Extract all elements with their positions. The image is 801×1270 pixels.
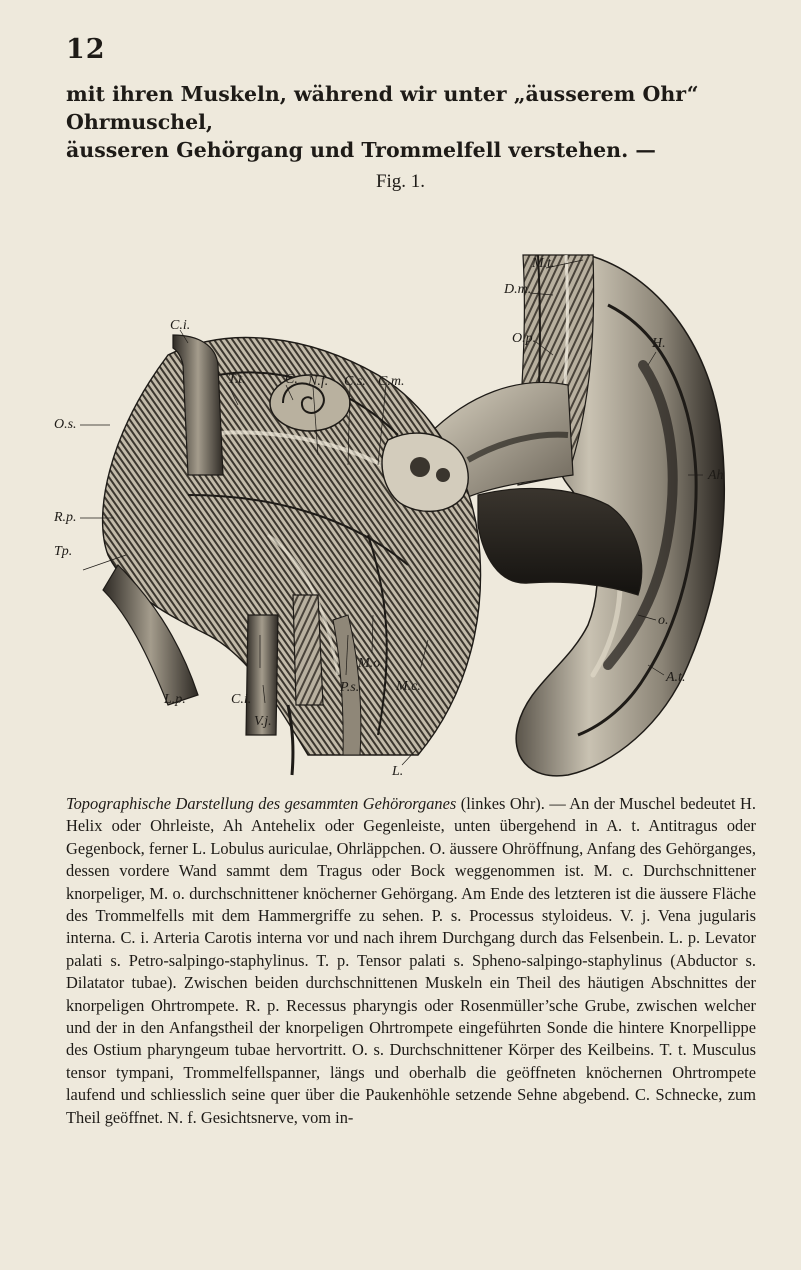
- label-ps: P.s.: [340, 680, 360, 695]
- label-ci-top: C.i.: [170, 318, 191, 333]
- caption-title: Topographische Darstellung des gesammten Gehörorganes: [66, 794, 457, 813]
- caption-body: (linkes Ohr). — An der Muschel bedeutet H. Helix oder Ohrleiste, Ah Antehelix oder Gegenleiste, unten übergehend in A. t. Antitragus oder Gegenbock, ferner L. Lobulus auriculae, Ohrläppchen. O. äussere Ohröffnung, Anfang des Gehörganges, dessen vordere Wand sammt dem Tragus oder Bock weggenommen ist. M. c. Durchschnittener knorpeliger, M. o. durchschnittener knöcherner Gehörgang. Am Ende des letzteren ist die äussere Fläche des Trommelfells mit dem Hammergriffe zu sehen. P. s. Processus styloideus. V. j. Vena jugularis interna. C. i. Arteria Carotis interna vor und nach ihrem Durchgang durch das Felsenbein. L. p. Levator palati s. Petro-salpingo-staphylinus. T. p. Tensor palati s. Spheno-salpingo-staphylinus (Abductor s. Dilatator tubae). Zwischen beiden durchschnittenen Muskeln ein Theil des häutigen Abschnittes der knorpeligen Ohrtrompete. R. p. Recessus pharyngis oder Rosenmüller’sche Grube, zwischen welcher und der in den Anfangstheil der knorpeligen Ohrtrompete eingeführten Sonde die hintere Knorpellippe des Ostium pharyngeum tubae hervortritt. O. s. Durchschnittener Körper des Keilbeins. T. t. Musculus tensor tympani, Trommelfellspanner, längs und oberhalb die geöffneten knöchernen Ohrtrompete laufend und schliesslich seine quer über die Paukenhöhle setzende Sehne abgebend. C. Schnecke, zum Theil geöffnet. N. f. Gesichtsnerve, vom in-: [66, 794, 756, 1127]
- label-cs: C.s.: [344, 374, 366, 389]
- label-c: C.: [285, 372, 298, 387]
- label-tt: T.t.: [228, 372, 246, 387]
- label-ah: Ah: [708, 468, 724, 483]
- label-op: O.p.: [512, 331, 537, 346]
- label-os: O.s.: [54, 417, 77, 432]
- label-l: L.: [392, 764, 404, 779]
- label-rp: R.p.: [54, 510, 77, 525]
- label-nf: N.f.: [308, 374, 329, 389]
- label-lp: L.p.: [164, 692, 186, 707]
- label-mo: M.o.: [358, 656, 384, 671]
- label-at: A.t.: [666, 670, 686, 685]
- ear-illustration: [48, 235, 756, 780]
- label-o: o.: [658, 613, 669, 628]
- label-cm: C.m.: [378, 374, 405, 389]
- figure-caption: [66, 793, 756, 1129]
- figure-label: Fig. 1.: [375, 171, 426, 192]
- label-mc: M.c.: [396, 679, 421, 694]
- anatomical-figure: [48, 235, 756, 780]
- label-vj: V.j.: [254, 714, 272, 729]
- label-h: H.: [652, 336, 666, 351]
- label-dm: D.m.: [504, 282, 532, 297]
- label-tp: Tp.: [54, 544, 73, 559]
- label-mt: M.t.: [532, 256, 555, 271]
- intro-paragraph: mit ihren Muskeln, während wir unter „äusserem Ohr“ Ohrmuschel, äusseren Gehörgang und Trommelfell verstehen. —: [66, 82, 699, 162]
- page-number: 12: [66, 34, 106, 65]
- label-ci-bottom: C.i.: [231, 692, 252, 707]
